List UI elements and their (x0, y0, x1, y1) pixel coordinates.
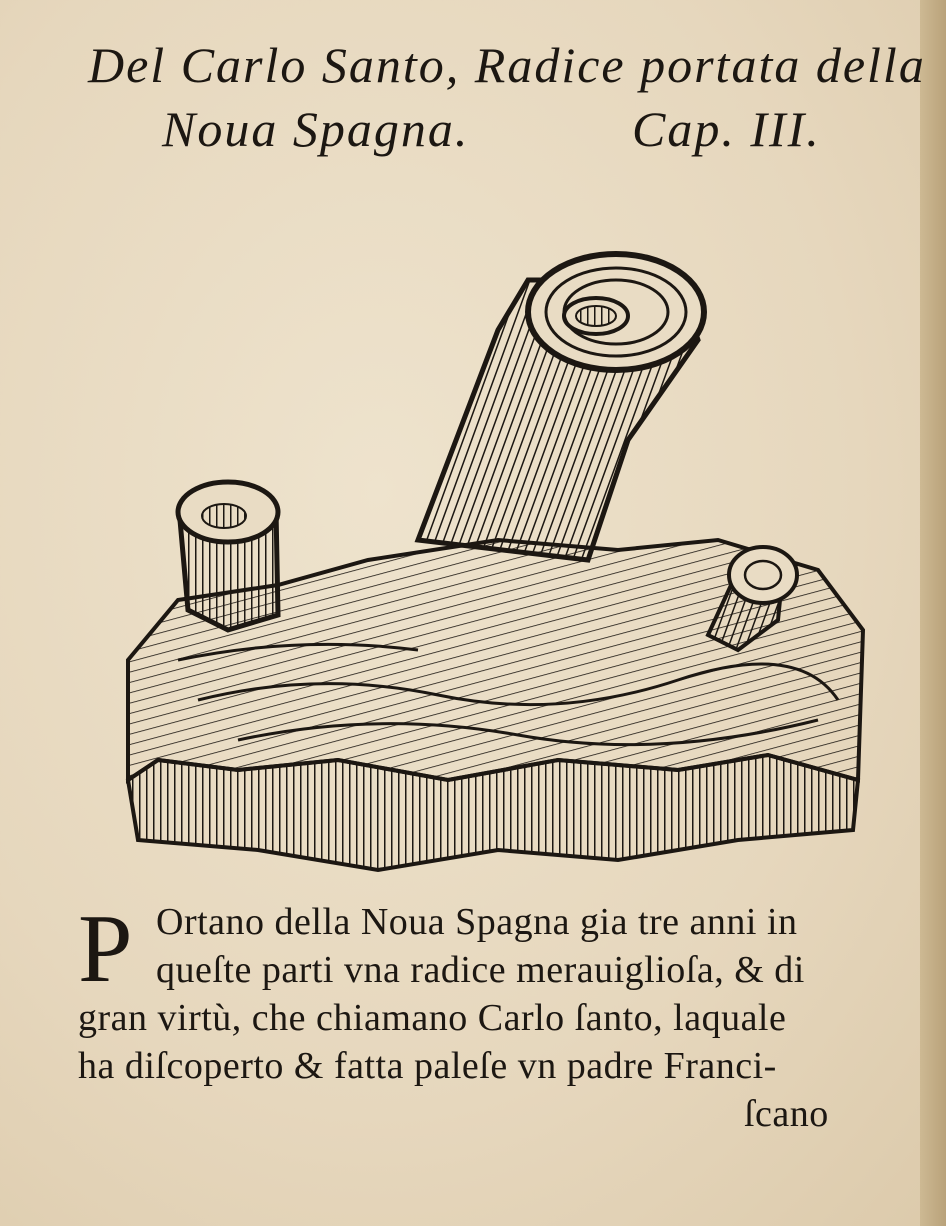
body-line: Ortano della Noua Spagna gia tre anni in (156, 901, 798, 943)
chapter-number: Cap. III. (632, 101, 821, 157)
page-edge (920, 0, 946, 1226)
chapter-heading-line-2 (162, 100, 946, 158)
body-line: queſte parti vna radice merauiglioſa, & di (156, 949, 805, 991)
chapter-heading-subject: Noua Spagna. (162, 101, 470, 157)
catchword: ſcano (744, 1093, 829, 1135)
body-line: gran virtù, che chiamano Carlo ſanto, laquale (78, 997, 787, 1039)
woodcut-root-icon (118, 240, 878, 880)
body-line: ha diſcoperto & fatta paleſe vn padre Franci- (78, 1045, 777, 1087)
drop-cap: P (78, 895, 133, 1003)
chapter-heading-line-1: Del Carlo Santo, Radice portata della (88, 37, 926, 93)
